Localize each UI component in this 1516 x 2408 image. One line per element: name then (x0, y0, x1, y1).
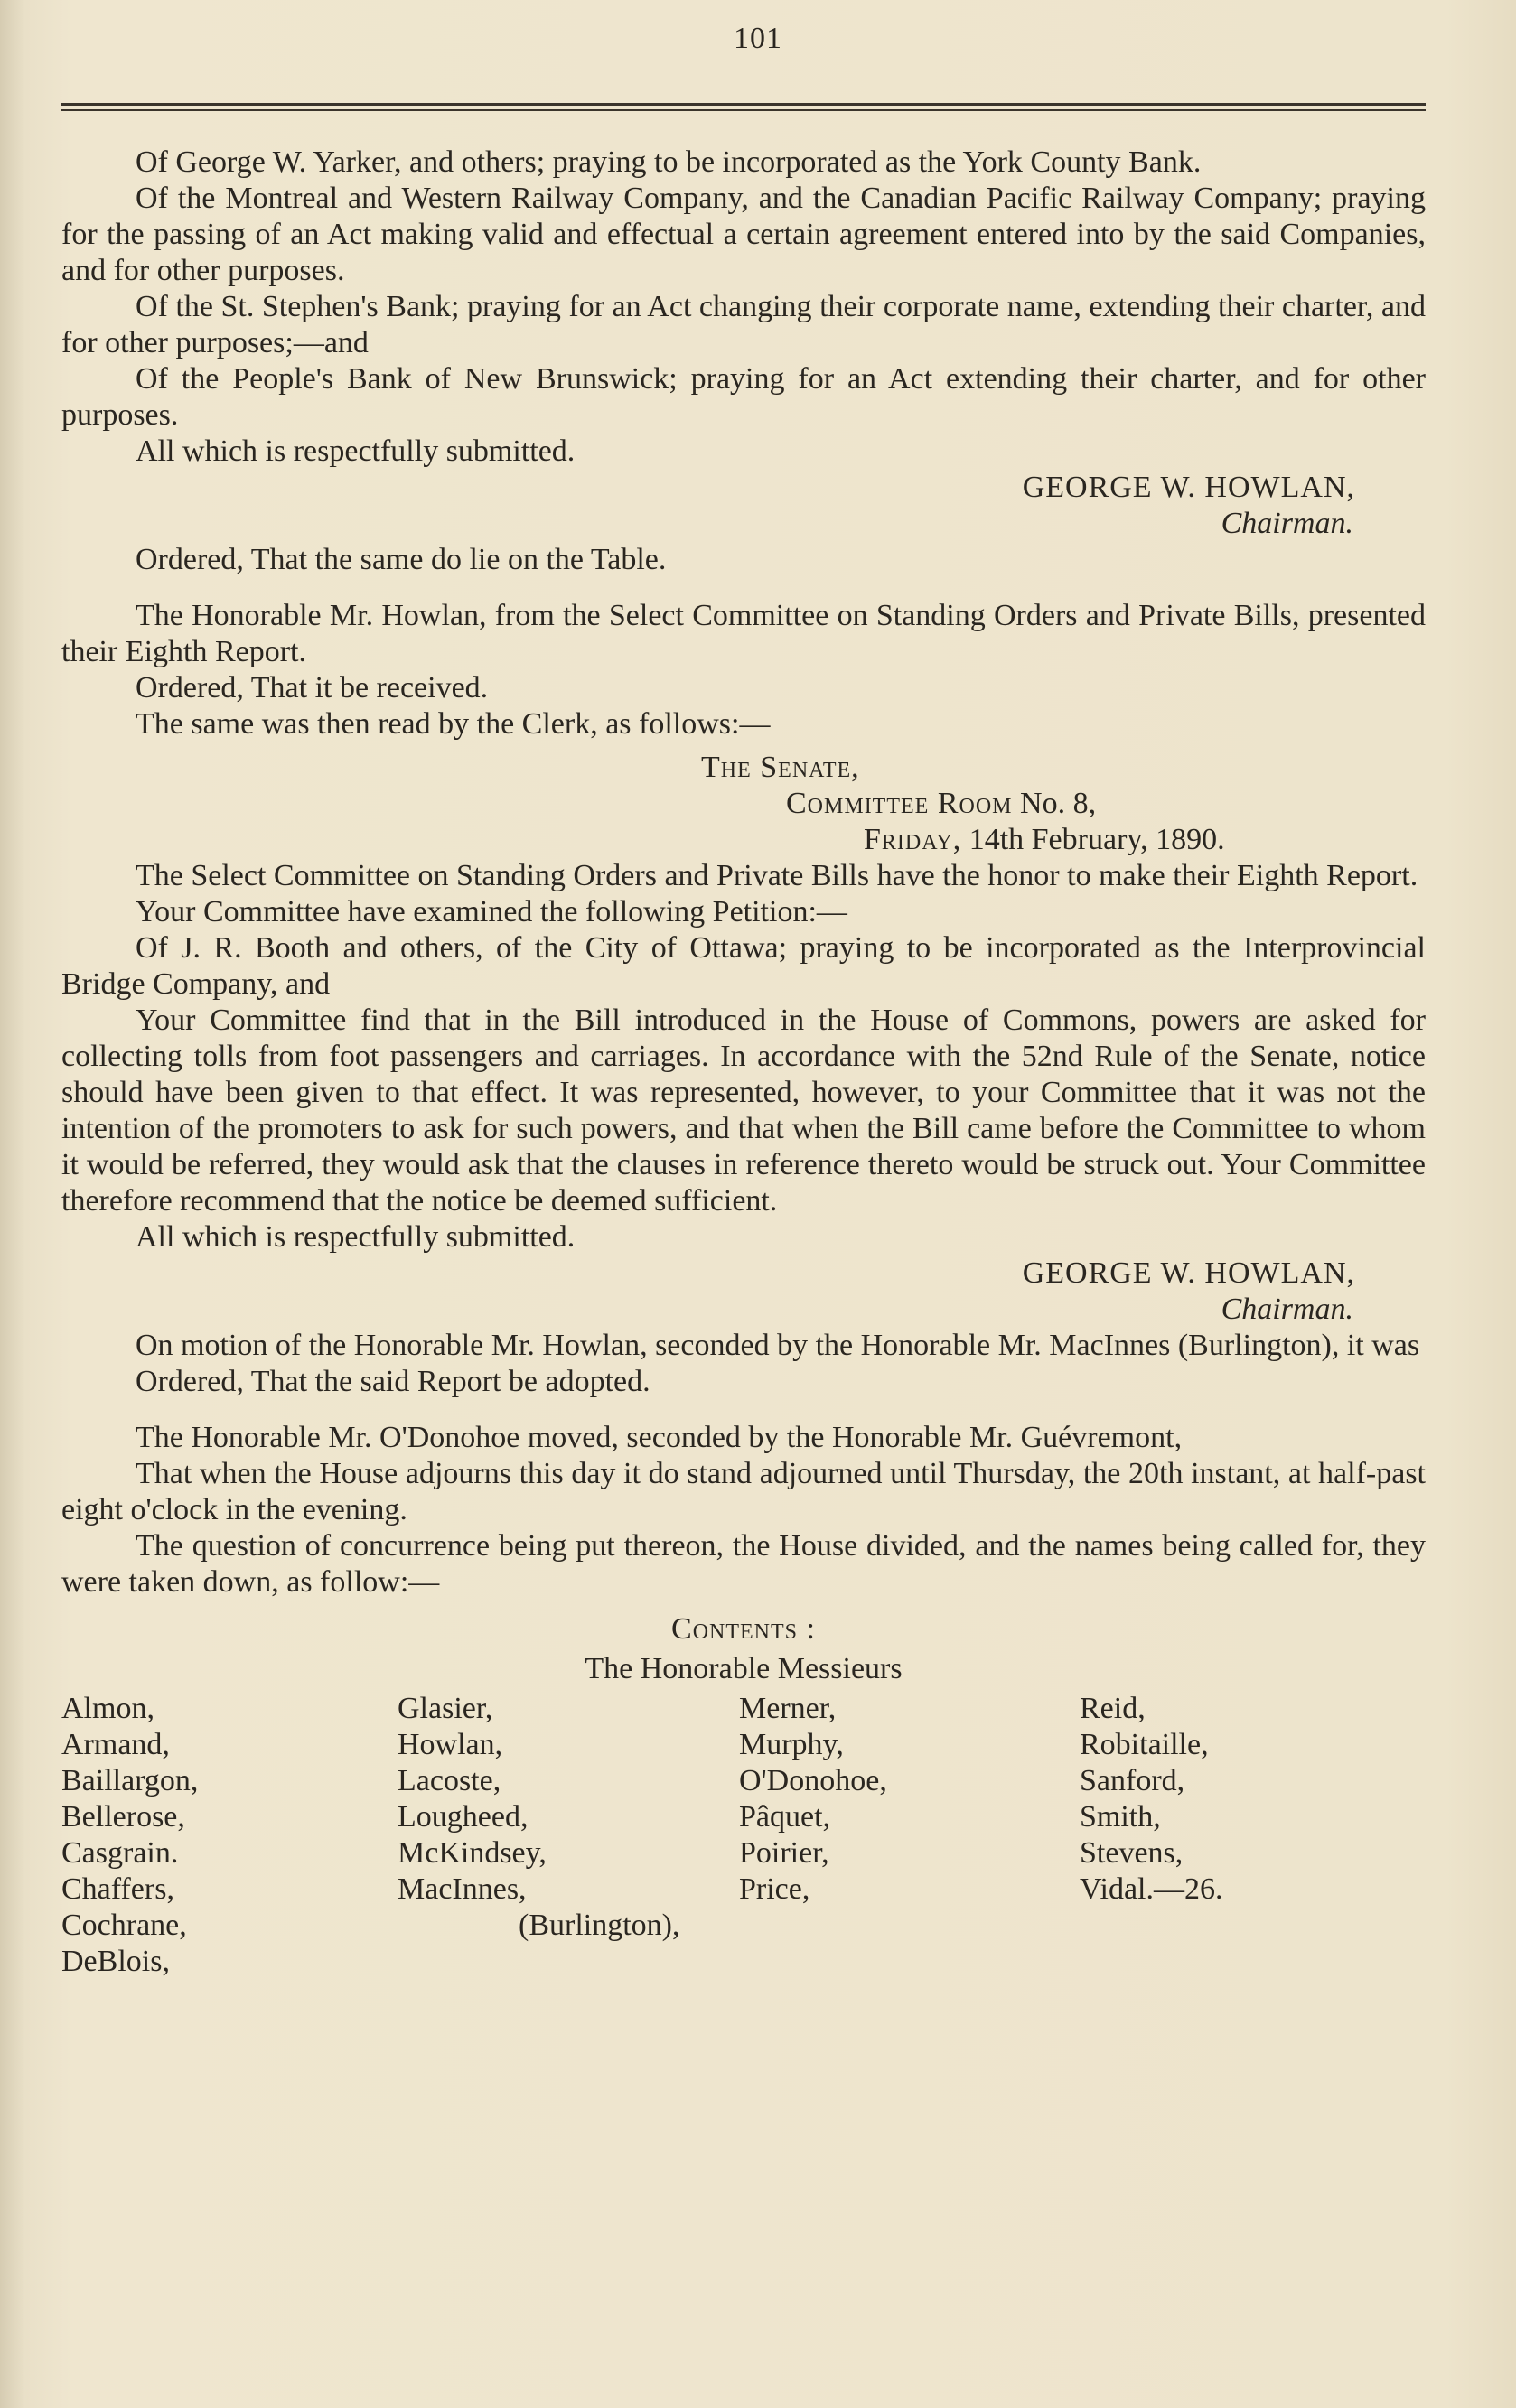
paragraph: All which is respectfully submitted. (136, 1220, 576, 1254)
member-name: Pâquet, (739, 1800, 831, 1834)
header-rule-bottom (61, 109, 1426, 111)
member-name: Sanford, (1080, 1764, 1185, 1797)
member-name: MacInnes, (398, 1872, 527, 1906)
member-name: Baillargon, (61, 1764, 199, 1797)
member-name: Howlan, (398, 1728, 503, 1761)
report-heading-room (61, 786, 1426, 822)
member-name: Price, (739, 1872, 810, 1906)
names-column-4 (1080, 1691, 1223, 1908)
member-name-qualifier: (Burlington), (519, 1909, 680, 1942)
paragraph: Of the Montreal and Western Railway Company, and the Canadian Pacific Railway Company; praying for the passing of an Act making valid and effectual a certain agreement entered into by the said Companies, and for other purposes. (61, 182, 1426, 287)
member-name: O'Donohoe, (739, 1764, 887, 1797)
contents-heading: Contents : (671, 1612, 816, 1646)
paragraph: Your Committee find that in the Bill introduced in the House of Commons, powers are asked for collecting tolls from foot passengers and carriages. In accordance with the 52nd Rule of the Senate, notice should have been given to that effect. It was represented, however, to your Committee that it was not the intention of the promoters to ask for such powers, and that when the Bill came before the Committee to whom it would be referred, they would ask that the clauses in reference thereto would be struck out. Your Committee therefore recommend that the notice be deemed sufficient. (61, 1003, 1426, 1218)
paragraph: The question of concurrence being put thereon, the House divided, and the names being called for, they were taken down, as follow:— (61, 1529, 1426, 1599)
member-name: Bellerose, (61, 1800, 185, 1834)
member-name: Vidal.—26. (1080, 1872, 1223, 1906)
member-name: Almon, (61, 1692, 154, 1725)
report-heading-room-label: Committee Room (786, 787, 1013, 820)
paragraph: The Select Committee on Standing Orders and Private Bills have the honor to make their Eighth Report. (136, 859, 1418, 892)
report-heading-senate: The Senate, (701, 751, 860, 784)
member-name: McKindsey, (398, 1836, 547, 1870)
member-name: Lacoste, (398, 1764, 501, 1797)
names-column-2 (398, 1691, 547, 1908)
member-name: Smith, (1080, 1800, 1161, 1834)
member-name: Robitaille, (1080, 1728, 1209, 1761)
member-name: Merner, (739, 1692, 837, 1725)
paragraph: On motion of the Honorable Mr. Howlan, seconded by the Honorable Mr. MacInnes (Burlington), it was (136, 1329, 1420, 1362)
names-list (61, 1691, 1426, 2016)
header-rule-top (61, 103, 1426, 106)
paragraph: Ordered, That the said Report be adopted. (136, 1365, 650, 1398)
paragraph: That when the House adjourns this day it do stand adjourned until Thursday, the 20th instant, at half-past eight o'clock in the evening. (61, 1457, 1426, 1526)
page-number: 101 (734, 22, 782, 55)
signature-name: GEORGE W. HOWLAN, (1022, 471, 1355, 504)
member-name: Chaffers, (61, 1872, 174, 1906)
paragraph: The Honorable Mr. Howlan, from the Select Committee on Standing Orders and Private Bills, presented their Eighth Report. (61, 599, 1426, 668)
paragraph: Ordered, That it be received. (136, 671, 489, 705)
report-heading-date-text: 14th February, 1890. (961, 823, 1225, 856)
paragraph: Of J. R. Booth and others, of the City of Ottawa; praying to be incorporated as the Interprovincial Bridge Company, and (61, 931, 1426, 1001)
paragraph: Your Committee have examined the following Petition:— (136, 895, 847, 929)
paragraph: Of the People's Bank of New Brunswick; praying for an Act extending their charter, and for other purposes. (61, 362, 1426, 432)
signature-title: Chairman. (1221, 1293, 1353, 1326)
member-name: Stevens, (1080, 1836, 1184, 1870)
report-heading-room-number: No. 8, (1012, 787, 1097, 820)
member-name: Reid, (1080, 1692, 1146, 1725)
paragraph: Of George W. Yarker, and others; praying to be incorporated as the York County Bank. (136, 145, 1202, 179)
contents-subheading: The Honorable Messieurs (585, 1652, 903, 1685)
paragraph: Ordered, That the same do lie on the Table. (136, 543, 667, 576)
paragraph: All which is respectfully submitted. (136, 434, 576, 468)
member-name: Glasier, (398, 1692, 493, 1725)
names-column-1 (61, 1691, 198, 1980)
paragraph: The same was then read by the Clerk, as follows:— (136, 707, 771, 741)
report-heading-date (61, 822, 1426, 858)
member-name: Lougheed, (398, 1800, 529, 1834)
member-name: Murphy, (739, 1728, 844, 1761)
paragraph: Of the St. Stephen's Bank; praying for an Act changing their corporate name, extending their charter, and for other purposes;—and (61, 290, 1426, 359)
member-name: Armand, (61, 1728, 170, 1761)
member-name: Casgrain. (61, 1836, 179, 1870)
report-heading-day: Friday, (864, 823, 962, 856)
member-name: Cochrane, (61, 1909, 187, 1942)
names-column-3 (739, 1691, 887, 1908)
member-name: Poirier, (739, 1836, 829, 1870)
member-name: DeBlois, (61, 1945, 170, 1978)
signature-name: GEORGE W. HOWLAN, (1022, 1256, 1355, 1290)
signature-title: Chairman. (1221, 507, 1353, 540)
paragraph: The Honorable Mr. O'Donohoe moved, seconded by the Honorable Mr. Guévremont, (136, 1421, 1183, 1454)
page-content (61, 145, 1426, 2016)
